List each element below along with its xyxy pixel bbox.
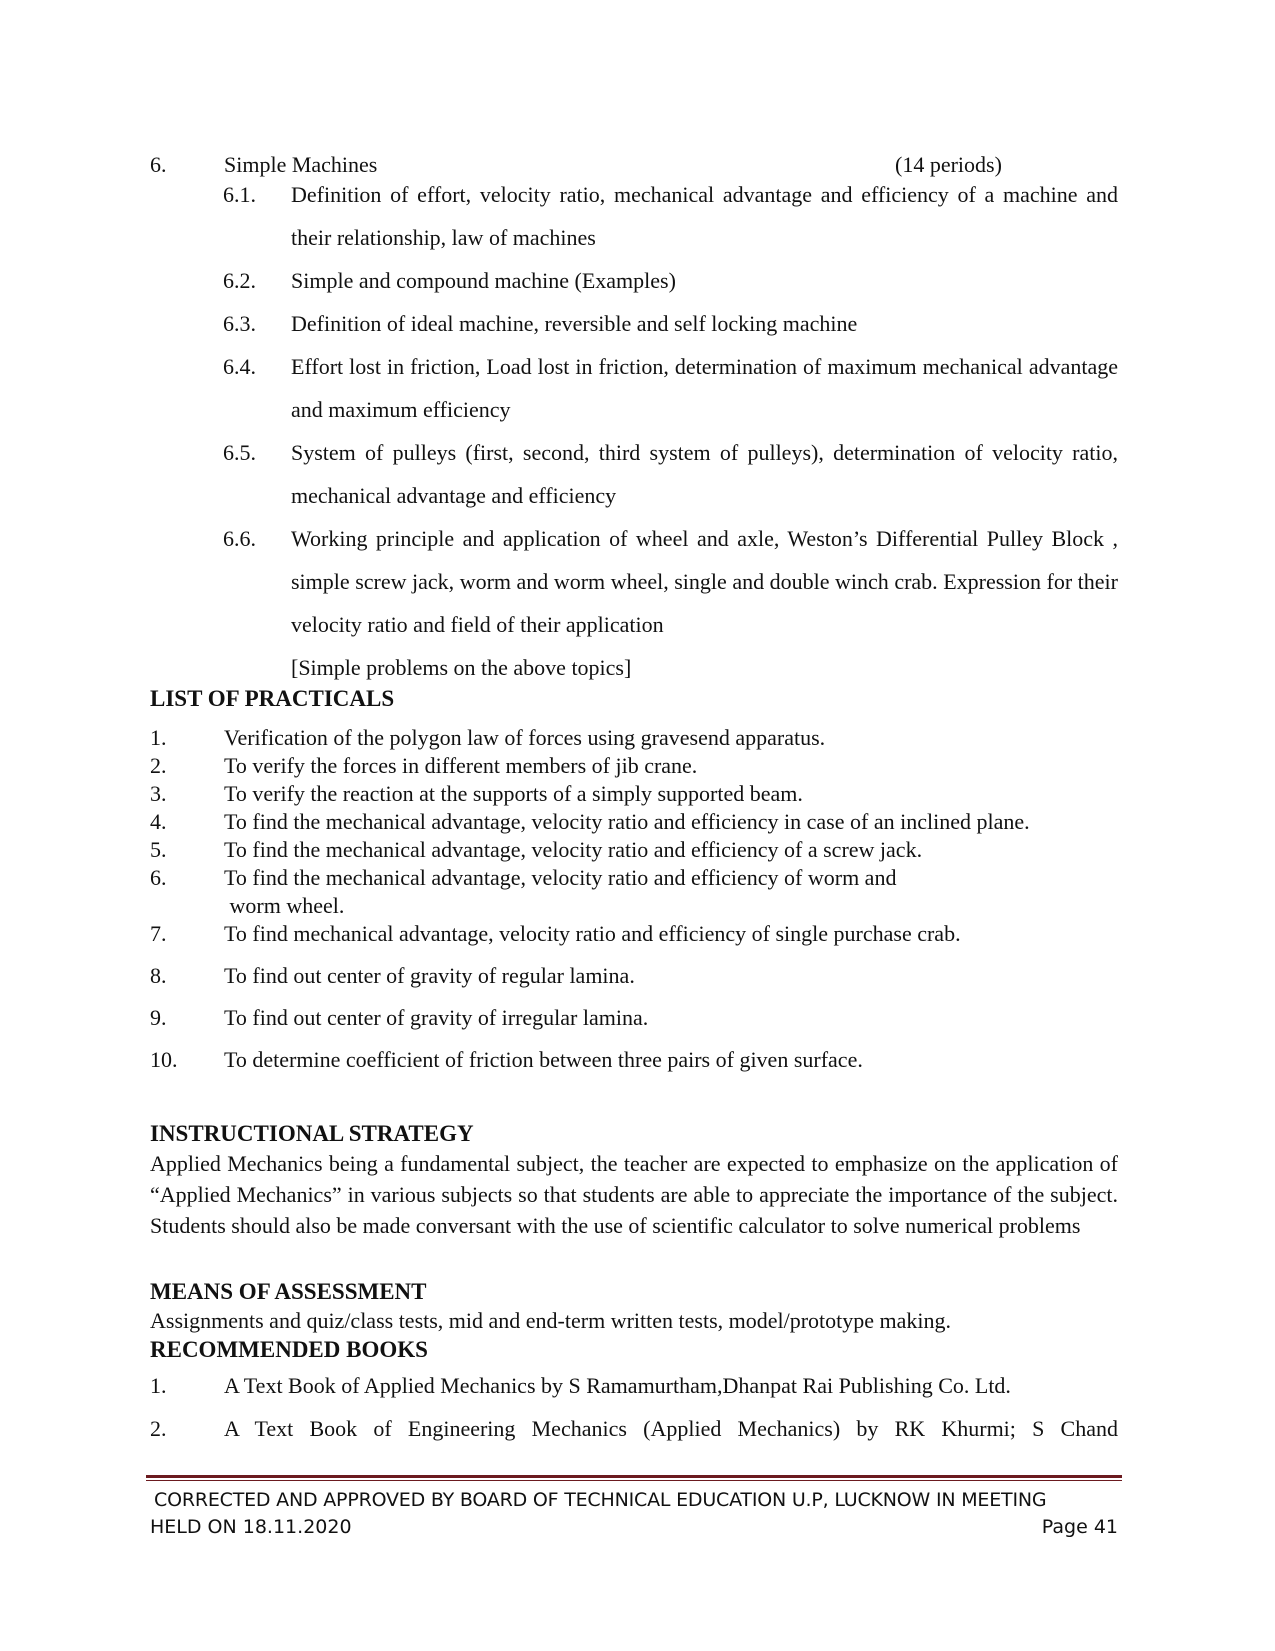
- practicals-list: [150, 724, 1118, 1074]
- practical-number: 8.: [150, 963, 167, 988]
- practical-number: 6.: [150, 865, 167, 890]
- list-item: [150, 1046, 1118, 1074]
- topic-text: System of pulleys (first, second, third system of pulleys), determination of velocity ratio, mechanical advantage and efficiency: [291, 440, 1118, 508]
- practical-number: 9.: [150, 1005, 167, 1030]
- list-item: [223, 173, 1118, 259]
- list-item: [150, 864, 1118, 920]
- topic-text: Effort lost in friction, Load lost in friction, determination of maximum mechanical advantage and maximum efficiency: [291, 354, 1118, 422]
- list-item: [150, 752, 1118, 780]
- list-item: [150, 808, 1118, 836]
- list-item: [223, 646, 1118, 689]
- list-item: [150, 780, 1118, 808]
- footer-approval-text: CORRECTED AND APPROVED BY BOARD OF TECHNICAL EDUCATION U.P, LUCKNOW IN MEETING: [154, 1489, 1047, 1511]
- topic-number: 6.1.: [223, 182, 256, 207]
- strategy-heading: INSTRUCTIONAL STRATEGY: [150, 1121, 474, 1146]
- list-item: [223, 302, 1118, 345]
- practical-text: To determine coefficient of friction between three pairs of given surface.: [224, 1047, 863, 1072]
- unit-number: 6.: [150, 152, 167, 177]
- unit-periods: (14 periods): [895, 152, 1002, 177]
- topic-number: 6.3.: [223, 311, 256, 336]
- practicals-heading: LIST OF PRACTICALS: [150, 686, 395, 711]
- book-number: 2.: [150, 1416, 167, 1441]
- unit-title: Simple Machines: [224, 152, 378, 177]
- list-item: [223, 345, 1118, 431]
- practical-text: To find out center of gravity of regular lamina.: [224, 963, 635, 988]
- list-item: [150, 1407, 1118, 1450]
- book-number: 1.: [150, 1373, 167, 1398]
- practical-text: To find the mechanical advantage, velocity ratio and efficiency in case of an inclined plane.: [224, 809, 1030, 834]
- footer-meeting-date: HELD ON 18.11.2020: [150, 1516, 352, 1538]
- practical-number: 3.: [150, 781, 167, 806]
- list-item: [150, 920, 1118, 948]
- list-item: [150, 1004, 1118, 1032]
- topic-text: Definition of ideal machine, reversible and self locking machine: [291, 311, 858, 336]
- unit-note: [Simple problems on the above topics]: [291, 655, 632, 680]
- assessment-heading: MEANS OF ASSESSMENT: [150, 1279, 427, 1304]
- practical-text: To verify the forces in different members of jib crane.: [224, 753, 698, 778]
- practical-text: To verify the reaction at the supports of a simply supported beam.: [224, 781, 803, 806]
- list-item: [223, 517, 1118, 646]
- list-item: [150, 836, 1118, 864]
- list-item: [223, 259, 1118, 302]
- topic-number: 6.5.: [223, 440, 256, 465]
- book-text: A Text Book of Applied Mechanics by S Ramamurtham,Dhanpat Rai Publishing Co. Ltd.: [224, 1373, 1011, 1398]
- topic-number: 6.4.: [223, 354, 256, 379]
- topic-number: 6.6.: [223, 526, 256, 551]
- practical-number: 4.: [150, 809, 167, 834]
- topic-number: 6.2.: [223, 268, 256, 293]
- assessment-text: Assignments and quiz/class tests, mid and end-term written tests, model/prototype making.: [150, 1308, 952, 1333]
- practical-text: To find mechanical advantage, velocity ratio and efficiency of single purchase crab.: [224, 921, 961, 946]
- footer-rule: [146, 1475, 1122, 1478]
- practical-text: To find out center of gravity of irregular lamina.: [224, 1005, 649, 1030]
- strategy-text: Applied Mechanics being a fundamental subject, the teacher are expected to emphasize on the application of “Applied Mechanics” in various subjects so that students are able to appreciate the importance of the subject. Students should also be made conversant with the use of scientific calculator to solve numerical problems: [150, 1151, 1118, 1238]
- book-text: A Text Book of Engineering Mechanics (Applied Mechanics) by RK Khurmi; S Chand: [224, 1416, 1118, 1441]
- footer-rule-thin: [146, 1480, 1122, 1481]
- practical-text: Verification of the polygon law of forces using gravesend apparatus.: [224, 725, 826, 750]
- page-number: Page 41: [1041, 1516, 1118, 1538]
- list-item: [223, 431, 1118, 517]
- list-item: [150, 724, 1118, 752]
- list-item: [150, 962, 1118, 990]
- list-item: [150, 1364, 1118, 1407]
- practical-text: To find the mechanical advantage, velocity ratio and efficiency of a screw jack.: [224, 837, 923, 862]
- page-footer: [150, 1487, 1118, 1541]
- books-list: [150, 1364, 1118, 1450]
- practical-text: To find the mechanical advantage, velocity ratio and efficiency of worm and: [224, 865, 897, 890]
- topic-text: Simple and compound machine (Examples): [291, 268, 676, 293]
- practical-number: 10.: [150, 1047, 178, 1072]
- topic-text: Working principle and application of wheel and axle, Weston’s Differential Pulley Block , simple screw jack, worm and worm wheel, single and double winch crab. Expression for their velocity ratio and field of their application: [291, 526, 1118, 637]
- practical-number: 1.: [150, 725, 167, 750]
- practical-number: 7.: [150, 921, 167, 946]
- practical-text-continued: worm wheel.: [224, 893, 345, 918]
- books-heading: RECOMMENDED BOOKS: [150, 1337, 428, 1362]
- practical-number: 2.: [150, 753, 167, 778]
- unit-topic-list: [223, 173, 1118, 689]
- topic-text: Definition of effort, velocity ratio, mechanical advantage and efficiency of a machine and their relationship, law of machines: [291, 182, 1118, 250]
- practical-number: 5.: [150, 837, 167, 862]
